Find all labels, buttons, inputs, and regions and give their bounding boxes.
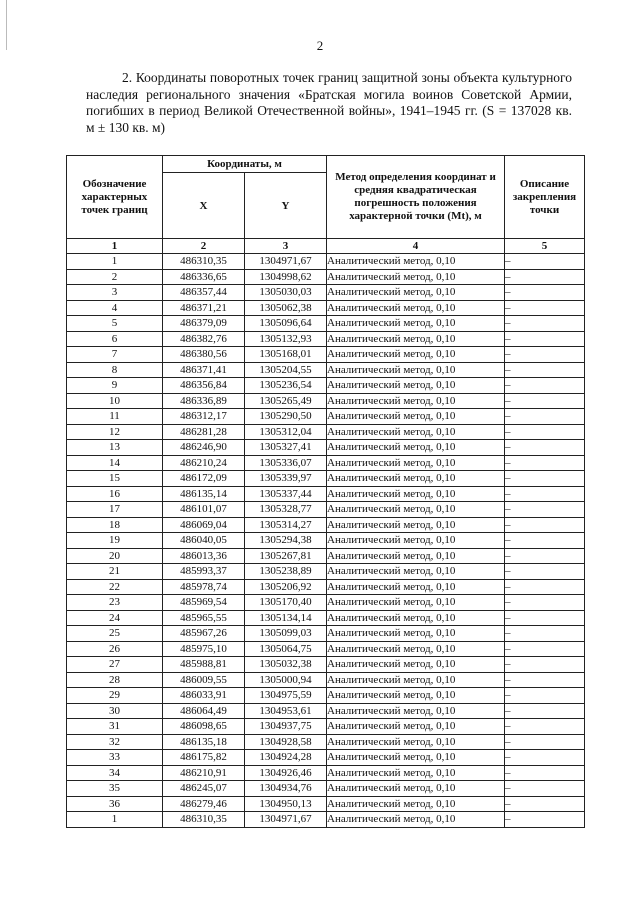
table-row (67, 595, 585, 611)
y-coordinate-cell: 1304975,59 (245, 688, 327, 704)
table-row (67, 409, 585, 425)
table-row (67, 750, 585, 766)
description-cell: – (505, 424, 585, 440)
table-row (67, 564, 585, 580)
x-coordinate-cell: 485978,74 (163, 579, 245, 595)
x-coordinate-cell: 485969,54 (163, 595, 245, 611)
col-number: 1 (67, 239, 163, 254)
description-cell: – (505, 734, 585, 750)
x-coordinate-cell: 486033,91 (163, 688, 245, 704)
y-coordinate-cell: 1305032,38 (245, 657, 327, 673)
table-row (67, 471, 585, 487)
description-cell: – (505, 564, 585, 580)
x-coordinate-cell: 486210,91 (163, 765, 245, 781)
description-cell: – (505, 347, 585, 363)
table-row (67, 440, 585, 456)
page-number: 2 (316, 38, 324, 53)
y-coordinate-cell: 1305099,03 (245, 626, 327, 642)
method-cell: Аналитический метод, 0,10 (327, 269, 505, 285)
y-coordinate-cell: 1305265,49 (245, 393, 327, 409)
table-row (67, 424, 585, 440)
method-cell: Аналитический метод, 0,10 (327, 331, 505, 347)
point-number-cell: 36 (67, 796, 163, 812)
x-coordinate-cell: 486380,56 (163, 347, 245, 363)
method-cell: Аналитический метод, 0,10 (327, 796, 505, 812)
header-description: Описание закрепления точки (505, 156, 585, 239)
method-cell: Аналитический метод, 0,10 (327, 765, 505, 781)
point-number-cell: 34 (67, 765, 163, 781)
table-row (67, 719, 585, 735)
point-number-cell: 5 (67, 316, 163, 332)
y-coordinate-cell: 1305096,64 (245, 316, 327, 332)
table-row (67, 254, 585, 270)
point-number-cell: 18 (67, 517, 163, 533)
y-coordinate-cell: 1304998,62 (245, 269, 327, 285)
table-row (67, 517, 585, 533)
y-coordinate-cell: 1305267,81 (245, 548, 327, 564)
x-coordinate-cell: 486009,55 (163, 672, 245, 688)
method-cell: Аналитический метод, 0,10 (327, 285, 505, 301)
y-coordinate-cell: 1305236,54 (245, 378, 327, 394)
table-row (67, 285, 585, 301)
point-number-cell: 35 (67, 781, 163, 797)
table-row (67, 626, 585, 642)
description-cell: – (505, 672, 585, 688)
method-cell: Аналитический метод, 0,10 (327, 688, 505, 704)
description-cell: – (505, 610, 585, 626)
x-coordinate-cell: 485993,37 (163, 564, 245, 580)
y-coordinate-cell: 1304950,13 (245, 796, 327, 812)
x-coordinate-cell: 485965,55 (163, 610, 245, 626)
y-coordinate-cell: 1305327,41 (245, 440, 327, 456)
point-number-cell: 24 (67, 610, 163, 626)
table-row (67, 688, 585, 704)
y-coordinate-cell: 1305312,04 (245, 424, 327, 440)
x-coordinate-cell: 485988,81 (163, 657, 245, 673)
y-coordinate-cell: 1304953,61 (245, 703, 327, 719)
point-number-cell: 13 (67, 440, 163, 456)
table-row (67, 393, 585, 409)
point-number-cell: 7 (67, 347, 163, 363)
method-cell: Аналитический метод, 0,10 (327, 254, 505, 270)
point-number-cell: 3 (67, 285, 163, 301)
point-number-cell: 21 (67, 564, 163, 580)
section-heading-text: 2. Координаты поворотных точек границ защитной зоны объекта культурного наследия регионального значения «Братская могила воинов Советской Армии, погибших в период Великой Отечественной войны», 1941–1945 гг. (S = 137028 кв. м ± 130 кв. м) (86, 70, 572, 135)
point-number-cell: 1 (67, 254, 163, 270)
method-cell: Аналитический метод, 0,10 (327, 657, 505, 673)
x-coordinate-cell: 486245,07 (163, 781, 245, 797)
point-number-cell: 20 (67, 548, 163, 564)
table-row (67, 548, 585, 564)
table-row (67, 765, 585, 781)
table-row (67, 657, 585, 673)
coordinates-table (66, 155, 585, 828)
y-coordinate-cell: 1305170,40 (245, 595, 327, 611)
method-cell: Аналитический метод, 0,10 (327, 781, 505, 797)
point-number-cell: 30 (67, 703, 163, 719)
description-cell: – (505, 393, 585, 409)
x-coordinate-cell: 486336,65 (163, 269, 245, 285)
method-cell: Аналитический метод, 0,10 (327, 393, 505, 409)
description-cell: – (505, 440, 585, 456)
description-cell: – (505, 455, 585, 471)
table-row (67, 781, 585, 797)
table-row (67, 486, 585, 502)
description-cell: – (505, 626, 585, 642)
method-cell: Аналитический метод, 0,10 (327, 517, 505, 533)
point-number-cell: 31 (67, 719, 163, 735)
table-row (67, 610, 585, 626)
x-coordinate-cell: 486312,17 (163, 409, 245, 425)
table-row (67, 703, 585, 719)
description-cell: – (505, 471, 585, 487)
method-cell: Аналитический метод, 0,10 (327, 812, 505, 828)
point-number-cell: 1 (67, 812, 163, 828)
table-row (67, 347, 585, 363)
y-coordinate-cell: 1304934,76 (245, 781, 327, 797)
point-number-cell: 28 (67, 672, 163, 688)
table-row (67, 316, 585, 332)
description-cell: – (505, 517, 585, 533)
method-cell: Аналитический метод, 0,10 (327, 533, 505, 549)
x-coordinate-cell: 486379,09 (163, 316, 245, 332)
description-cell: – (505, 812, 585, 828)
description-cell: – (505, 703, 585, 719)
description-cell: – (505, 579, 585, 595)
point-number-cell: 8 (67, 362, 163, 378)
point-number-cell: 2 (67, 269, 163, 285)
y-coordinate-cell: 1304971,67 (245, 812, 327, 828)
x-coordinate-cell: 486357,44 (163, 285, 245, 301)
table-row (67, 455, 585, 471)
method-cell: Аналитический метод, 0,10 (327, 750, 505, 766)
table-row (67, 579, 585, 595)
method-cell: Аналитический метод, 0,10 (327, 424, 505, 440)
point-number-cell: 10 (67, 393, 163, 409)
y-coordinate-cell: 1305000,94 (245, 672, 327, 688)
point-number-cell: 14 (67, 455, 163, 471)
description-cell: – (505, 688, 585, 704)
method-cell: Аналитический метод, 0,10 (327, 316, 505, 332)
description-cell: – (505, 595, 585, 611)
point-number-cell: 16 (67, 486, 163, 502)
method-cell: Аналитический метод, 0,10 (327, 579, 505, 595)
y-coordinate-cell: 1305336,07 (245, 455, 327, 471)
table-row (67, 812, 585, 828)
header-method: Метод определения координат и средняя квадратическая погрешность положения характерной точки (Mt), м (327, 156, 505, 239)
table-row (67, 331, 585, 347)
description-cell: – (505, 331, 585, 347)
x-coordinate-cell: 486279,46 (163, 796, 245, 812)
method-cell: Аналитический метод, 0,10 (327, 672, 505, 688)
point-number-cell: 27 (67, 657, 163, 673)
description-cell: – (505, 269, 585, 285)
description-cell: – (505, 750, 585, 766)
y-coordinate-cell: 1304926,46 (245, 765, 327, 781)
method-cell: Аналитический метод, 0,10 (327, 409, 505, 425)
point-number-cell: 9 (67, 378, 163, 394)
method-cell: Аналитический метод, 0,10 (327, 734, 505, 750)
x-coordinate-cell: 486064,49 (163, 703, 245, 719)
description-cell: – (505, 378, 585, 394)
point-number-cell: 25 (67, 626, 163, 642)
method-cell: Аналитический метод, 0,10 (327, 300, 505, 316)
y-coordinate-cell: 1305064,75 (245, 641, 327, 657)
x-coordinate-cell: 486101,07 (163, 502, 245, 518)
x-coordinate-cell: 486135,14 (163, 486, 245, 502)
y-coordinate-cell: 1305328,77 (245, 502, 327, 518)
x-coordinate-cell: 486356,84 (163, 378, 245, 394)
method-cell: Аналитический метод, 0,10 (327, 471, 505, 487)
y-coordinate-cell: 1305290,50 (245, 409, 327, 425)
method-cell: Аналитический метод, 0,10 (327, 564, 505, 580)
x-coordinate-cell: 486310,35 (163, 254, 245, 270)
y-coordinate-cell: 1305132,93 (245, 331, 327, 347)
table-row (67, 796, 585, 812)
table-row (67, 362, 585, 378)
y-coordinate-cell: 1305030,03 (245, 285, 327, 301)
table-row (67, 641, 585, 657)
x-coordinate-cell: 486069,04 (163, 517, 245, 533)
table-body (67, 254, 585, 828)
col-number: 4 (327, 239, 505, 254)
description-cell: – (505, 719, 585, 735)
x-coordinate-cell: 485975,10 (163, 641, 245, 657)
description-cell: – (505, 548, 585, 564)
point-number-cell: 26 (67, 641, 163, 657)
point-number-cell: 12 (67, 424, 163, 440)
x-coordinate-cell: 486246,90 (163, 440, 245, 456)
table-row (67, 269, 585, 285)
y-coordinate-cell: 1305206,92 (245, 579, 327, 595)
method-cell: Аналитический метод, 0,10 (327, 626, 505, 642)
point-number-cell: 19 (67, 533, 163, 549)
method-cell: Аналитический метод, 0,10 (327, 378, 505, 394)
point-number-cell: 22 (67, 579, 163, 595)
description-cell: – (505, 285, 585, 301)
description-cell: – (505, 657, 585, 673)
method-cell: Аналитический метод, 0,10 (327, 719, 505, 735)
method-cell: Аналитический метод, 0,10 (327, 486, 505, 502)
description-cell: – (505, 533, 585, 549)
x-coordinate-cell: 486210,24 (163, 455, 245, 471)
col-number: 2 (163, 239, 245, 254)
x-coordinate-cell: 486281,28 (163, 424, 245, 440)
point-number-cell: 11 (67, 409, 163, 425)
col-number: 3 (245, 239, 327, 254)
description-cell: – (505, 796, 585, 812)
method-cell: Аналитический метод, 0,10 (327, 610, 505, 626)
x-coordinate-cell: 485967,26 (163, 626, 245, 642)
point-number-cell: 32 (67, 734, 163, 750)
x-coordinate-cell: 486135,18 (163, 734, 245, 750)
col-number: 5 (505, 239, 585, 254)
y-coordinate-cell: 1305294,38 (245, 533, 327, 549)
method-cell: Аналитический метод, 0,10 (327, 455, 505, 471)
method-cell: Аналитический метод, 0,10 (327, 548, 505, 564)
method-cell: Аналитический метод, 0,10 (327, 440, 505, 456)
description-cell: – (505, 502, 585, 518)
method-cell: Аналитический метод, 0,10 (327, 595, 505, 611)
description-cell: – (505, 362, 585, 378)
description-cell: – (505, 316, 585, 332)
y-coordinate-cell: 1305314,27 (245, 517, 327, 533)
x-coordinate-cell: 486371,21 (163, 300, 245, 316)
method-cell: Аналитический метод, 0,10 (327, 641, 505, 657)
point-number-cell: 29 (67, 688, 163, 704)
x-coordinate-cell: 486336,89 (163, 393, 245, 409)
table-row (67, 672, 585, 688)
table-row (67, 734, 585, 750)
header-point-designation: Обозначение характерных точек границ (67, 156, 163, 239)
description-cell: – (505, 781, 585, 797)
point-number-cell: 33 (67, 750, 163, 766)
method-cell: Аналитический метод, 0,10 (327, 347, 505, 363)
table-row (67, 378, 585, 394)
point-number-cell: 4 (67, 300, 163, 316)
point-number-cell: 15 (67, 471, 163, 487)
x-coordinate-cell: 486098,65 (163, 719, 245, 735)
description-cell: – (505, 765, 585, 781)
y-coordinate-cell: 1305062,38 (245, 300, 327, 316)
y-coordinate-cell: 1305238,89 (245, 564, 327, 580)
description-cell: – (505, 254, 585, 270)
point-number-cell: 17 (67, 502, 163, 518)
y-coordinate-cell: 1305337,44 (245, 486, 327, 502)
method-cell: Аналитический метод, 0,10 (327, 362, 505, 378)
y-coordinate-cell: 1304928,58 (245, 734, 327, 750)
x-coordinate-cell: 486310,35 (163, 812, 245, 828)
y-coordinate-cell: 1305204,55 (245, 362, 327, 378)
y-coordinate-cell: 1304924,28 (245, 750, 327, 766)
header-y: Y (245, 173, 327, 239)
y-coordinate-cell: 1305339,97 (245, 471, 327, 487)
section-heading (86, 70, 572, 136)
y-coordinate-cell: 1305168,01 (245, 347, 327, 363)
x-coordinate-cell: 486371,41 (163, 362, 245, 378)
method-cell: Аналитический метод, 0,10 (327, 502, 505, 518)
x-coordinate-cell: 486013,36 (163, 548, 245, 564)
header-x: X (163, 173, 245, 239)
y-coordinate-cell: 1305134,14 (245, 610, 327, 626)
description-cell: – (505, 641, 585, 657)
x-coordinate-cell: 486175,82 (163, 750, 245, 766)
point-number-cell: 23 (67, 595, 163, 611)
method-cell: Аналитический метод, 0,10 (327, 703, 505, 719)
y-coordinate-cell: 1304937,75 (245, 719, 327, 735)
header-coordinates: Координаты, м (163, 156, 327, 173)
table-row (67, 533, 585, 549)
y-coordinate-cell: 1304971,67 (245, 254, 327, 270)
description-cell: – (505, 409, 585, 425)
x-coordinate-cell: 486040,05 (163, 533, 245, 549)
x-coordinate-cell: 486382,76 (163, 331, 245, 347)
description-cell: – (505, 300, 585, 316)
table-row (67, 502, 585, 518)
description-cell: – (505, 486, 585, 502)
x-coordinate-cell: 486172,09 (163, 471, 245, 487)
table-row (67, 300, 585, 316)
point-number-cell: 6 (67, 331, 163, 347)
